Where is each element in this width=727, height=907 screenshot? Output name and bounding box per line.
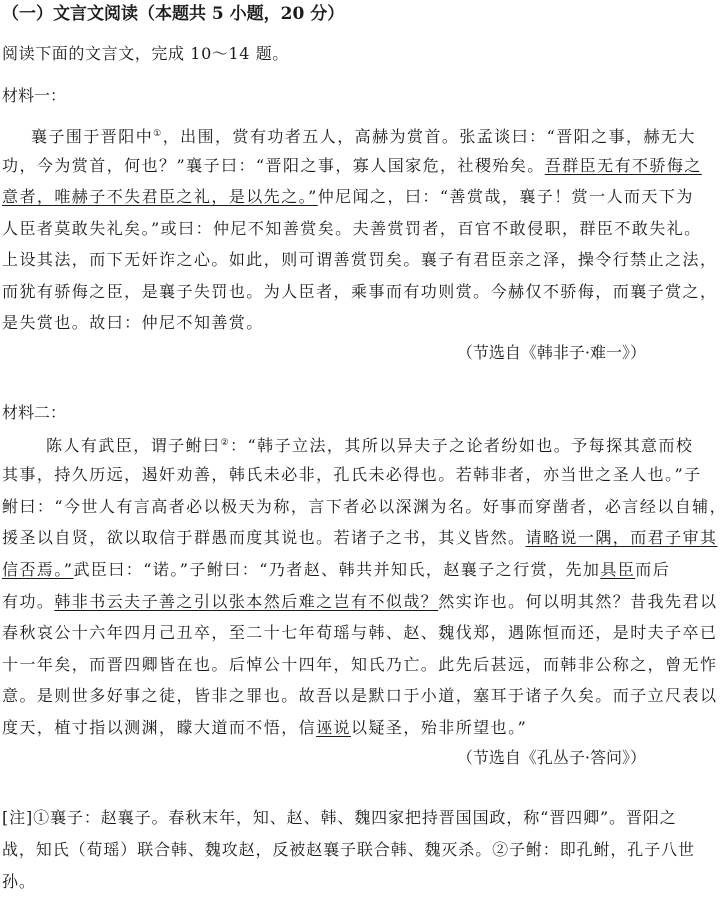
material-2-line: 春秋哀公十六年四月己丑卒，至二十七年荀瑶与韩、赵、魏伐郑，遇陈恒而还，是时夫子卒已 (2, 623, 718, 642)
underlined-sentence: 信否焉。” (2, 560, 74, 579)
footnote-line: [注]①襄子：赵襄子。春秋末年，知、赵、韩、魏四家把持晋国国政，称“晋四卿”。晋阳之 (2, 808, 677, 827)
material-2-line: 援圣以自贤，欲以取信于群愚而度其说也。若诸子之书，其义皆然。请略说一隅，而君子审其 (2, 528, 718, 547)
material-2-line: 有功。韩非书云夫子善之引以张本然后难之岂有不似哉？然实诈也。何以明其然？昔我先君以 (2, 592, 718, 611)
instruction: 阅读下面的文言文，完成 10～14 题。 (2, 44, 289, 63)
footnote-line: 战，知氏（荀瑶）联合韩、魏攻赵，反被赵襄子联合韩、魏灭杀。②子鲋：即孔鲋，孔子八世 (2, 840, 695, 859)
material-2-line: 十一年矣，而晋四卿皆在也。后悼公十四年，知氏乃亡。此先后甚远，而韩非公称之，曾无怍 (2, 655, 718, 674)
material-2-line: 信否焉。”武臣曰：“诺。”子鲋曰：“乃者赵、韩共并知氏，赵襄子之行赏，先加具臣而后 (2, 560, 671, 579)
underlined-sentence: 吾群臣无有不骄侮之 (544, 156, 702, 175)
underlined-sentence: 韩非书云夫子善之引以张本然后难之岂有不似哉？ (54, 592, 439, 611)
underlined-word: 诬说 (316, 718, 352, 737)
material-2-title: 材料二： (2, 403, 67, 422)
material-1-line: 上设其法，而下无奸诈之心。如此，则可谓善赏罚矣。襄子有君臣亲之泽，操令行禁止之法， (2, 250, 718, 269)
material-2-line: 意。是则世多好事之徒，皆非之罪也。故吾以是默口于小道，塞耳于诸子久矣。而子立尺表以 (2, 686, 718, 705)
material-2-line: 陈人有武臣，谓子鲋曰②：“韩子立法，其所以异夫子之论者纷如也。予每探其意而校 (46, 436, 694, 455)
material-2-line: 度天，植寸指以测渊，矇大道而不悟，信诬说以疑圣，殆非所望也。” (2, 718, 528, 737)
material-1-line: 是失赏也。故曰：仲尼不知善赏。 (2, 313, 264, 332)
material-2-line: 鲋曰：“今世人有言高者必以极天为称，言下者必以深渊为名。好事而穿凿者，必言经以自辅， (2, 497, 727, 516)
material-1-line: 人臣者莫敢失礼矣。”或曰：仲尼不知善赏矣。夫善赏罚者，百官不敢侵职，群臣不敢失礼。 (2, 219, 702, 238)
underlined-sentence: 请略说一隅，而君子审其 (525, 528, 718, 547)
footnote-line: 孙。 (2, 872, 36, 891)
section-heading: （一）文言文阅读（本题共 5 小题，20 分） (2, 4, 345, 24)
footnote-marker: ① (153, 129, 163, 139)
material-1-line: 功，今为赏首，何也？”襄子曰：“晋阳之事，寡人国家危，社稷殆矣。吾群臣无有不骄侮之 (2, 156, 702, 175)
underlined-sentence: 意者，唯赫子不失君臣之礼，是以先之。” (2, 187, 318, 206)
underlined-word: 具臣 (600, 560, 636, 579)
footnote-marker: ② (220, 438, 231, 448)
material-2-source: （节选自《孔丛子·答问》） (456, 748, 646, 767)
material-1-line: 意者，唯赫子不失君臣之礼，是以先之。”仲尼闻之，曰：“善赏哉，襄子！赏一人而天下为 (2, 187, 694, 206)
material-1-line: 襄子围于晋阳中①，出围，赏有功者五人，高赫为赏首。张孟谈曰：“晋阳之事，赫无大 (31, 127, 696, 146)
material-1-title: 材料一： (2, 86, 67, 105)
material-1-line: 而犹有骄侮之臣，是襄子失罚也。为人臣者，乘事而有功则赏。今赫仅不骄侮，而襄子赏之， (2, 282, 718, 301)
material-2-line: 其事，持久历远，遏奸劝善，韩氏未必非，孔氏未必得也。若韩非者，亦当世之圣人也。”子 (2, 465, 702, 484)
material-1-source: （节选自《韩非子·难一》） (456, 343, 646, 362)
